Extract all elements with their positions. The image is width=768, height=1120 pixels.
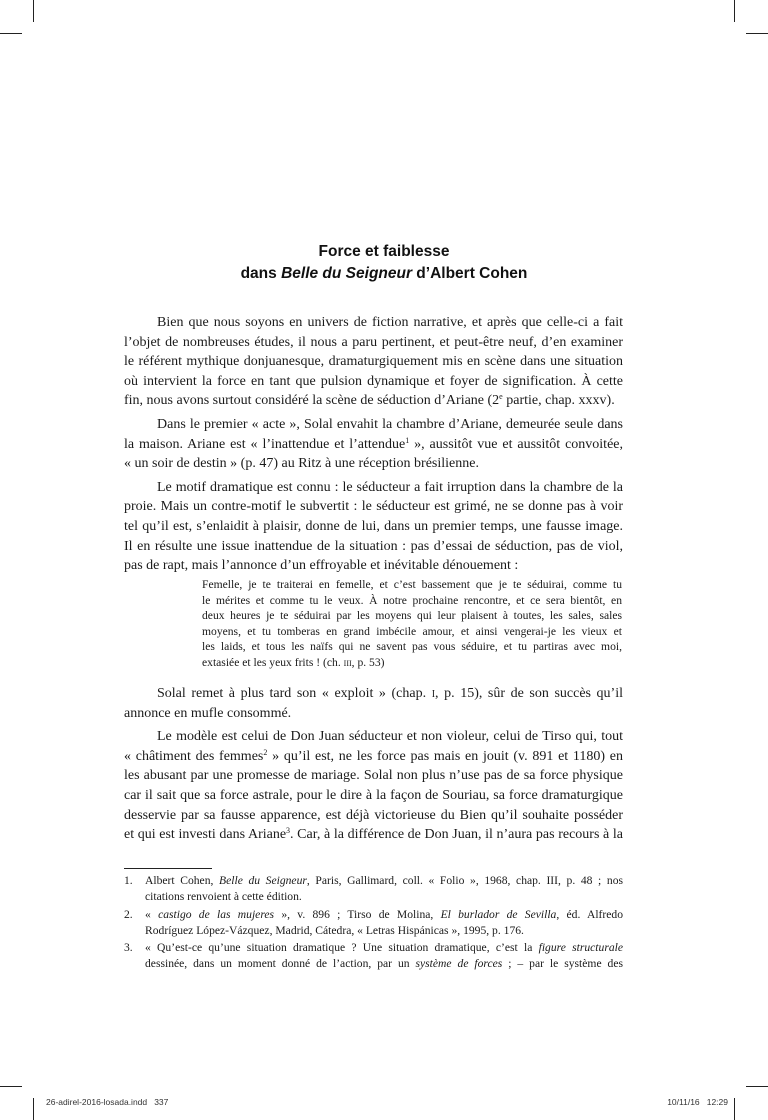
text-line: le référent mythique donjuanesque, dramaturgiquement mis en scène dans une situation — [124, 354, 623, 370]
footnote-line: « castigo de las mujeres », v. 896 ; Tirso de Molina, El burlador de Sevilla, éd. Alfredo — [145, 908, 624, 921]
text-line: les abusant par une promesse de mariage. Solal non plus n’use pas de sa force physique — [124, 768, 623, 784]
footnote-number: 2. — [124, 908, 133, 921]
text-line: la maison. Ariane est « l’inattendue et l’attendue$^1$ », aussitôt vue et aussitôt convoitée, — [124, 435, 623, 452]
crop-mark — [734, 1098, 735, 1120]
footnote-line: « Qu’est-ce qu’une situation dramatique ? Une situation dramatique, c’est la figure structurale — [145, 941, 623, 954]
footnote-line: Albert Cohen, Belle du Seigneur, Paris, Gallimard, coll. « Folio », 1968, chap. III, p. 48 ; nos — [145, 874, 624, 887]
quote-line: extasiée et les yeux frits ! (ch. iii, p. 53) — [202, 655, 385, 669]
text-line: annonce en mufle consommé. — [124, 705, 292, 721]
text-line: fin, nous avons surtout considéré la scène de séduction d’Ariane (2e partie, chap. xxxv). — [124, 392, 615, 409]
title-line-1: Force et faiblesse — [318, 243, 450, 260]
text-line: proie. Mais un contre-motif le subvertit : le séducteur est grimé, ne se donne pas à voir — [124, 499, 623, 515]
text-line: « châtiment des femmes$^2$ » qu’il est, ne les force pas mais en jouit (v. 891 et 1180) en — [124, 747, 623, 764]
crop-mark — [734, 0, 735, 22]
footnote-line: Rodríguez López-Vázquez, Madrid, Cátedra, « Letras Hispánicas », 1995, p. 176. — [145, 924, 524, 938]
crop-mark — [746, 33, 768, 34]
body-text-continued — [124, 684, 623, 845]
page-subtitle: dans Belle du Seigneur d’Albert Cohen — [240, 265, 528, 282]
text-line: Le motif dramatique est connu : le séducteur a fait irruption dans la chambre de la — [157, 479, 623, 495]
footnote-divider — [124, 868, 212, 869]
text-line: car il sait que sa force astrale, pour le dire à la façon de Souriau, sa force dramaturgique — [124, 787, 623, 803]
footnote-ref[interactable]: 2 — [263, 747, 268, 757]
text-line: « un soir de destin » (p. 47) au Ritz à une réception brésilienne. — [124, 456, 479, 472]
footnote-line: citations renvoient à cette édition. — [145, 890, 302, 904]
footnote-3 — [124, 940, 623, 972]
crop-mark — [33, 1098, 34, 1120]
crop-mark — [746, 1086, 768, 1087]
footnote-ref[interactable]: 3 — [286, 826, 291, 836]
text-line: Le modèle est celui de Don Juan séducteur et non violeur, celui de Tirso qui, tout — [157, 729, 623, 745]
footnote-ref[interactable]: 1 — [405, 435, 410, 445]
text-line: tel qu’il est, s’enlaidit à plaisir, donne de lui, dans un premier temps, une fausse image. — [124, 518, 623, 534]
text-line: desservie par sa fausse apparence, est déjà victorieuse du Bien qu’il souhaite posséder — [124, 807, 623, 823]
quote-line: les laids, et tous les naïfs qui ne savent pas vous séduire, et tu partiras avec moi, — [202, 640, 622, 654]
slug-filename: 26-adirel-2016-losada.indd 337 — [46, 1097, 169, 1107]
footnote-number: 3. — [124, 941, 133, 954]
crop-mark — [33, 0, 34, 22]
footnote-line: dessinée, dans un moment donné de l’action, par un système de forces ; – par le système des — [145, 957, 623, 971]
quote-line: moyens, et tu tomberas en grand imbécile amour, et ainsi vengerai-je les vieux et — [202, 624, 622, 638]
footnote-2 — [124, 907, 623, 939]
text-line: Solal remet à plus tard son « exploit » (chap. i, p. 15), sûr de son succès qu’il — [157, 686, 623, 701]
text-line: où intervient la force en tant que pulsion dynamique et foyer de signification. À cette — [124, 373, 623, 389]
crop-mark — [0, 33, 22, 34]
block-quote — [202, 577, 622, 671]
text-line: Bien que nous soyons en univers de fiction narrative, et après que celle-ci a fait — [157, 315, 623, 330]
footnote-number: 1. — [124, 874, 133, 887]
quote-line: le mérites et comme tu le veux. À notre prochaine rencontre, et ce sera bientôt, en — [202, 593, 622, 607]
book-title: Belle du Seigneur — [281, 265, 412, 282]
text-line: Dans le premier « acte », Solal envahit la chambre d’Ariane, demeurée seule dans — [157, 416, 623, 432]
slug-datetime: 10/11/16 12:29 — [667, 1097, 728, 1107]
text-line: Il en résulte une issue inattendue de la situation : pas d’essai de séduction, pas de viol, — [124, 538, 623, 554]
page-title — [0, 243, 768, 261]
footnote-1 — [124, 873, 623, 905]
text-line: pas de rapt, mais l’annonce d’un effroyable et inévitable dénouement : — [124, 558, 519, 574]
body-text — [124, 313, 623, 576]
quote-line: deux heures je te séduirai par les moyens qui leur plaisent à toutes, les sales, sales — [202, 609, 622, 623]
crop-mark — [0, 1086, 22, 1087]
quote-line: Femelle, je te traiterai en femelle, et c’est bassement que je te séduirai, comme tu — [202, 578, 622, 591]
text-line: et qui est investi dans Ariane$^3$. Car, à la différence de Don Juan, il n’aura pas recours à la — [124, 826, 623, 843]
text-line: l’objet de nombreuses études, il nous a paru pertinent, et peut-être neuf, d’en examiner — [124, 334, 623, 350]
